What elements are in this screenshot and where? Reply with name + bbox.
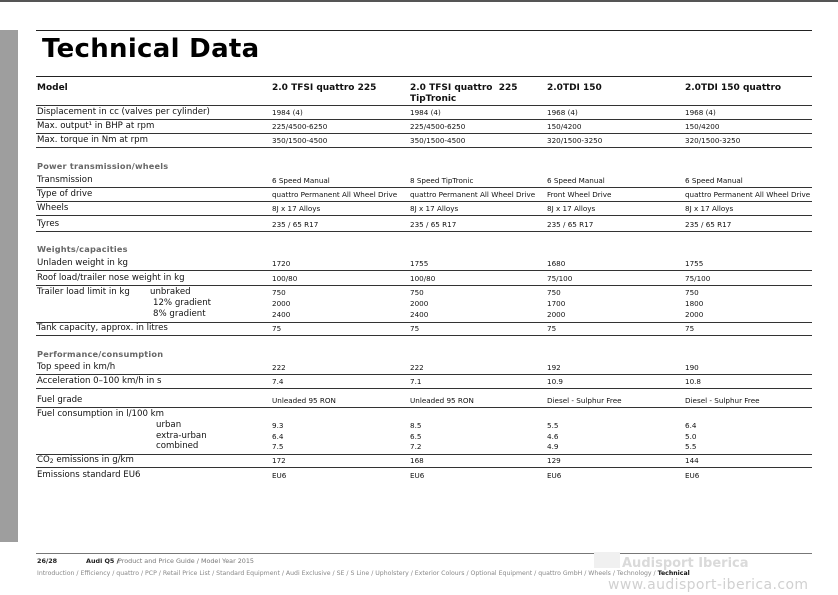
- cell-value: 192: [547, 363, 561, 372]
- table-row: [36, 203, 812, 216]
- cell-value: 190: [685, 363, 699, 372]
- cell-value: 222: [272, 363, 286, 372]
- cell-value: 9.3: [272, 421, 284, 430]
- model-heading: 2.0TDI 150 quattro: [685, 83, 782, 93]
- sub-label: 12% gradient: [153, 298, 212, 308]
- footer-nav-active[interactable]: Technical: [657, 570, 690, 577]
- cell-value: 350/1500-4500: [272, 136, 328, 145]
- cell-value: 750: [410, 288, 424, 297]
- row-label: Trailer load limit in kg: [37, 287, 130, 297]
- co2-suffix: emissions in g/km: [53, 455, 134, 465]
- sub-label: 8% gradient: [153, 309, 206, 319]
- cell-value: 150/4200: [547, 122, 582, 131]
- cell-value: 222: [410, 363, 424, 372]
- footer-nav-links[interactable]: Introduction / Efficiency / quattro / PCP / Retail Price List / Standard Equipment / Audi Exclusive / SE / S Line / Upholstery / Exterior Colours / Optional Equipment / quattro GmbH / Wheels / Technology /: [37, 570, 656, 577]
- table-row: [36, 395, 812, 408]
- cell-value: 8 Speed TipTronic: [410, 176, 474, 185]
- cell-value: 7.5: [272, 442, 284, 451]
- footer-navigation: [37, 570, 690, 577]
- model-heading: 2.0 TFSI quattro 225 TipTronic: [410, 83, 518, 104]
- cell-value: 235 / 65 R17: [685, 220, 732, 229]
- cell-value: 75: [547, 324, 557, 333]
- row-label: Type of drive: [37, 189, 93, 199]
- cell-value: 8.5: [410, 421, 422, 430]
- model-column-label: Model: [37, 83, 68, 93]
- page-number: 26/28: [37, 557, 58, 565]
- cell-value: 235 / 65 R17: [547, 220, 594, 229]
- table-row: [36, 323, 812, 336]
- sub-label: extra-urban: [156, 431, 207, 441]
- cell-value: Diesel - Sulphur Free: [685, 396, 760, 405]
- row-label: Displacement in cc (valves per cylinder): [37, 107, 210, 117]
- row-label: Transmission: [37, 175, 93, 185]
- section-heading-power-transmission: Power transmission/wheels: [37, 161, 169, 171]
- row-label: Max. torque in Nm at rpm: [37, 135, 148, 145]
- cell-value: Diesel - Sulphur Free: [547, 396, 622, 405]
- row-label: Tyres: [37, 219, 60, 229]
- watermark-url: www.audisport-iberica.com: [608, 577, 809, 593]
- cell-value: 1755: [685, 259, 704, 268]
- table-row: [36, 470, 812, 482]
- table-row: [36, 258, 812, 271]
- page-title: Technical Data: [42, 34, 260, 64]
- row-label-co2: [37, 455, 134, 467]
- cell-value: 6.5: [410, 432, 422, 441]
- cell-value: EU6: [547, 471, 562, 480]
- model-heading: 2.0 TFSI quattro 225: [272, 83, 377, 93]
- cell-value: 150/4200: [685, 122, 720, 131]
- cell-value: 350/1500-4500: [410, 136, 466, 145]
- footer-rule: [36, 553, 812, 554]
- cell-value: 8J x 17 Alloys: [547, 204, 596, 213]
- watermark-logo: [594, 552, 620, 568]
- cell-value: 1800: [685, 299, 704, 308]
- row-label: Unladen weight in kg: [37, 258, 129, 268]
- cell-value: 5.0: [685, 432, 697, 441]
- cell-value: Front Wheel Drive: [547, 190, 612, 199]
- watermark-text: Audisport Iberica: [622, 556, 749, 571]
- cell-value: 6 Speed Manual: [272, 176, 330, 185]
- table-row-fuel-consumption: [36, 409, 812, 455]
- cell-value: 2400: [410, 310, 429, 319]
- table-row: [36, 121, 812, 134]
- cell-value: 1984 (4): [410, 108, 441, 117]
- table-row: [36, 219, 812, 232]
- title-rule: [36, 30, 812, 31]
- cell-value: 6 Speed Manual: [685, 176, 743, 185]
- cell-value: 5.5: [685, 442, 697, 451]
- co2-subscript: 2: [49, 458, 54, 465]
- table-row: [36, 273, 812, 286]
- cell-value: 225/4500-6250: [410, 122, 466, 131]
- table-row: [36, 135, 812, 148]
- cell-value: 75/100: [547, 274, 573, 283]
- cell-value: 75: [685, 324, 695, 333]
- cell-value: EU6: [685, 471, 700, 480]
- row-label: Roof load/trailer nose weight in kg: [37, 273, 185, 283]
- cell-value: 10.9: [547, 377, 564, 386]
- cell-value: 75: [410, 324, 420, 333]
- footer-model: Audi Q5 /: [86, 557, 119, 565]
- model-heading: 2.0TDI 150: [547, 83, 602, 93]
- cell-value: 750: [685, 288, 699, 297]
- cell-value: 1755: [410, 259, 429, 268]
- cell-value: 168: [410, 456, 424, 465]
- cell-value: 172: [272, 456, 286, 465]
- row-label: Acceleration 0–100 km/h in s: [37, 376, 162, 386]
- cell-value: 750: [547, 288, 561, 297]
- cell-value: Unleaded 95 RON: [410, 396, 474, 405]
- section-heading-weights: Weights/capacities: [37, 244, 128, 254]
- cell-value: 2000: [547, 310, 566, 319]
- cell-value: 2000: [410, 299, 429, 308]
- cell-value: 750: [272, 288, 286, 297]
- cell-value: 1968 (4): [547, 108, 578, 117]
- cell-value: 1700: [547, 299, 566, 308]
- cell-value: 144: [685, 456, 699, 465]
- cell-value: 1720: [272, 259, 291, 268]
- row-label: Fuel grade: [37, 395, 83, 405]
- cell-value: quattro Permanent All Wheel Drive: [272, 190, 398, 199]
- cell-value: 2000: [685, 310, 704, 319]
- cell-value: 320/1500-3250: [685, 136, 741, 145]
- table-row: [36, 455, 812, 468]
- cell-value: 5.5: [547, 421, 559, 430]
- cell-value: 7.2: [410, 442, 422, 451]
- section-heading-performance: Performance/consumption: [37, 349, 164, 359]
- cell-value: 6 Speed Manual: [547, 176, 605, 185]
- sub-label: unbraked: [150, 287, 191, 297]
- row-label: Fuel consumption in l/100 km: [37, 409, 165, 419]
- cell-value: 4.9: [547, 442, 559, 451]
- cell-value: 8J x 17 Alloys: [685, 204, 734, 213]
- cell-value: 1984 (4): [272, 108, 303, 117]
- cell-value: 75: [272, 324, 282, 333]
- cell-value: 1680: [547, 259, 566, 268]
- table-row: [36, 362, 812, 375]
- cell-value: 320/1500-3250: [547, 136, 603, 145]
- table-row-trailer-load: [36, 287, 812, 323]
- row-label: Max. output¹ in BHP at rpm: [37, 121, 155, 131]
- cell-value: 6.4: [272, 432, 284, 441]
- cell-value: 4.6: [547, 432, 559, 441]
- cell-value: 2400: [272, 310, 291, 319]
- cell-value: 6.4: [685, 421, 697, 430]
- row-label: Top speed in km/h: [37, 362, 116, 372]
- cell-value: Unleaded 95 RON: [272, 396, 336, 405]
- content-rule: [36, 76, 812, 77]
- side-bar: [0, 30, 18, 542]
- row-label: Wheels: [37, 203, 69, 213]
- sub-label: combined: [156, 441, 199, 451]
- cell-value: quattro Permanent All Wheel Drive: [685, 190, 811, 199]
- cell-value: 10.8: [685, 377, 702, 386]
- table-row: [36, 175, 812, 188]
- cell-value: 75/100: [685, 274, 711, 283]
- top-border: [0, 0, 838, 2]
- table-row: [36, 189, 812, 202]
- cell-value: 100/80: [272, 274, 298, 283]
- cell-value: 8J x 17 Alloys: [410, 204, 459, 213]
- table-row: [36, 376, 812, 389]
- table-header-row: [36, 81, 812, 106]
- sub-label: urban: [156, 420, 182, 430]
- cell-value: 2000: [272, 299, 291, 308]
- cell-value: 7.1: [410, 377, 422, 386]
- cell-value: 100/80: [410, 274, 436, 283]
- footer-guide-title: Product and Price Guide / Model Year 2015: [118, 557, 254, 565]
- co2-prefix: CO: [37, 455, 50, 465]
- row-label: Emissions standard EU6: [37, 470, 141, 480]
- cell-value: 7.4: [272, 377, 284, 386]
- cell-value: 235 / 65 R17: [272, 220, 319, 229]
- cell-value: 1968 (4): [685, 108, 716, 117]
- cell-value: 235 / 65 R17: [410, 220, 457, 229]
- cell-value: EU6: [272, 471, 287, 480]
- row-label: Tank capacity, approx. in litres: [37, 323, 168, 333]
- cell-value: 129: [547, 456, 561, 465]
- cell-value: EU6: [410, 471, 425, 480]
- table-row: [36, 107, 812, 120]
- cell-value: 225/4500-6250: [272, 122, 328, 131]
- cell-value: 8J x 17 Alloys: [272, 204, 321, 213]
- cell-value: quattro Permanent All Wheel Drive: [410, 190, 536, 199]
